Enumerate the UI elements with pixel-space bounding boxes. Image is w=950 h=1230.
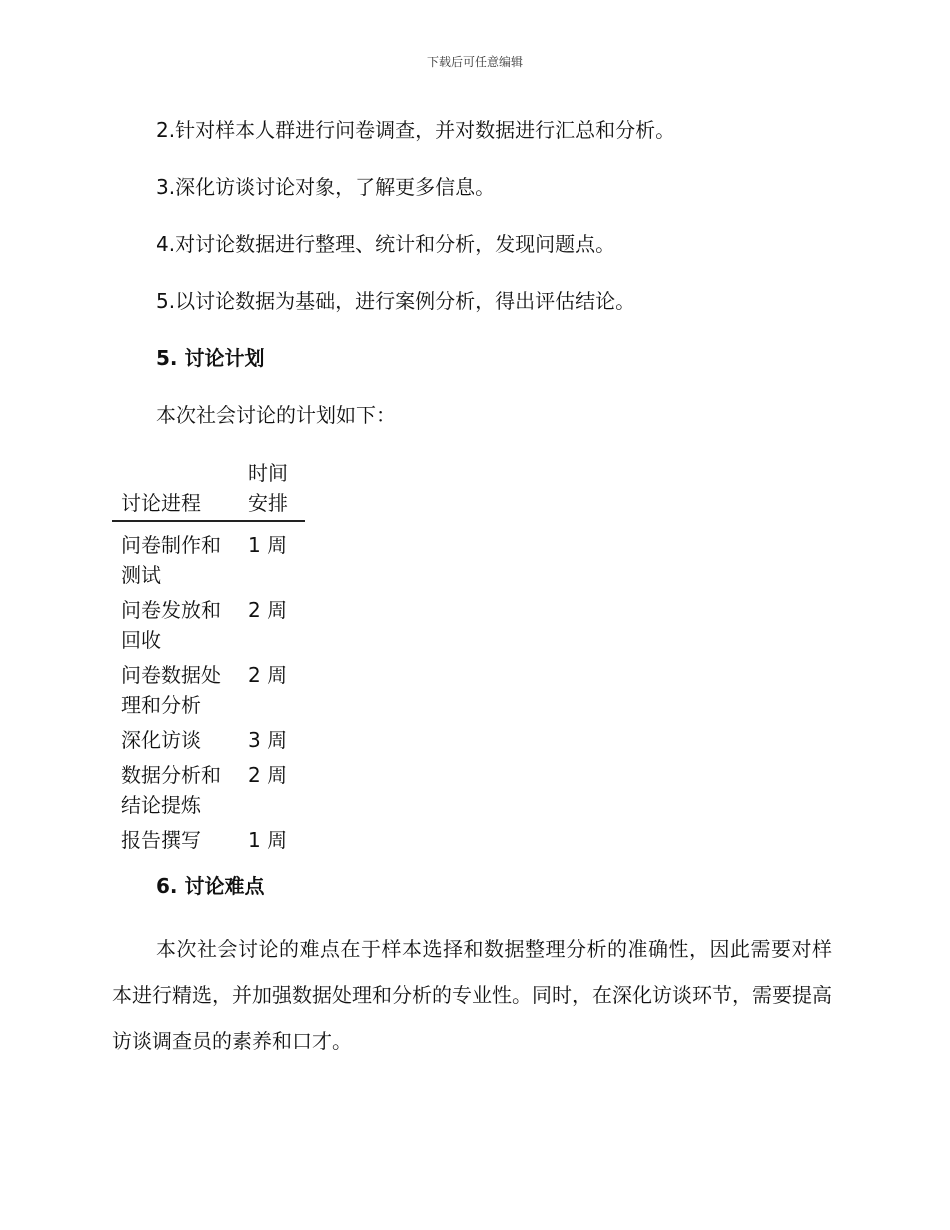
- table-row: [112, 825, 305, 855]
- step-item-4: 4.对讨论数据进行整理、统计和分析，发现问题点。: [156, 232, 616, 256]
- page-header: 下载后可任意编辑: [426, 55, 523, 69]
- time-cell: 1 周: [248, 828, 288, 852]
- step-item-5: 5.以讨论数据为基础，进行案例分析，得出评估结论。: [156, 289, 636, 313]
- task-cell: 问卷制作和测试: [121, 533, 221, 587]
- table-row: [112, 595, 305, 655]
- plan-table-header: [112, 458, 305, 522]
- table-row: [112, 530, 305, 590]
- task-cell: 问卷数据处理和分析: [121, 663, 221, 717]
- task-cell: 报告撰写: [121, 828, 201, 852]
- time-cell: 2 周: [248, 598, 288, 622]
- time-cell: 2 周: [248, 763, 288, 787]
- table-row: [112, 725, 305, 755]
- table-row: [112, 660, 305, 720]
- table-row: [112, 760, 305, 820]
- section-heading-difficulties: 6. 讨论难点: [156, 874, 265, 898]
- section-heading-plan: 5. 讨论计划: [156, 346, 265, 370]
- task-cell: 数据分析和结论提炼: [121, 763, 221, 817]
- column-header-time: 时间安排: [248, 461, 288, 515]
- plan-table: [112, 458, 305, 855]
- task-cell: 问卷发放和回收: [121, 598, 221, 652]
- column-header-task: 讨论进程: [121, 491, 201, 515]
- difficulties-paragraph: 本次社会讨论的难点在于样本选择和数据整理分析的准确性，因此需要对样本进行精选，并加强数据处理和分析的专业性。同时，在深化访谈环节，需要提高访谈调查员的素养和口才。: [112, 937, 832, 1053]
- time-cell: 1 周: [248, 533, 288, 557]
- time-cell: 3 周: [248, 728, 288, 752]
- step-item-3: 3.深化访谈讨论对象，了解更多信息。: [156, 175, 496, 199]
- time-cell: 2 周: [248, 663, 288, 687]
- step-item-2: 2.针对样本人群进行问卷调查，并对数据进行汇总和分析。: [156, 118, 676, 142]
- plan-table-body: [112, 530, 305, 855]
- task-cell: 深化访谈: [121, 728, 201, 752]
- plan-intro: 本次社会讨论的计划如下：: [156, 403, 396, 427]
